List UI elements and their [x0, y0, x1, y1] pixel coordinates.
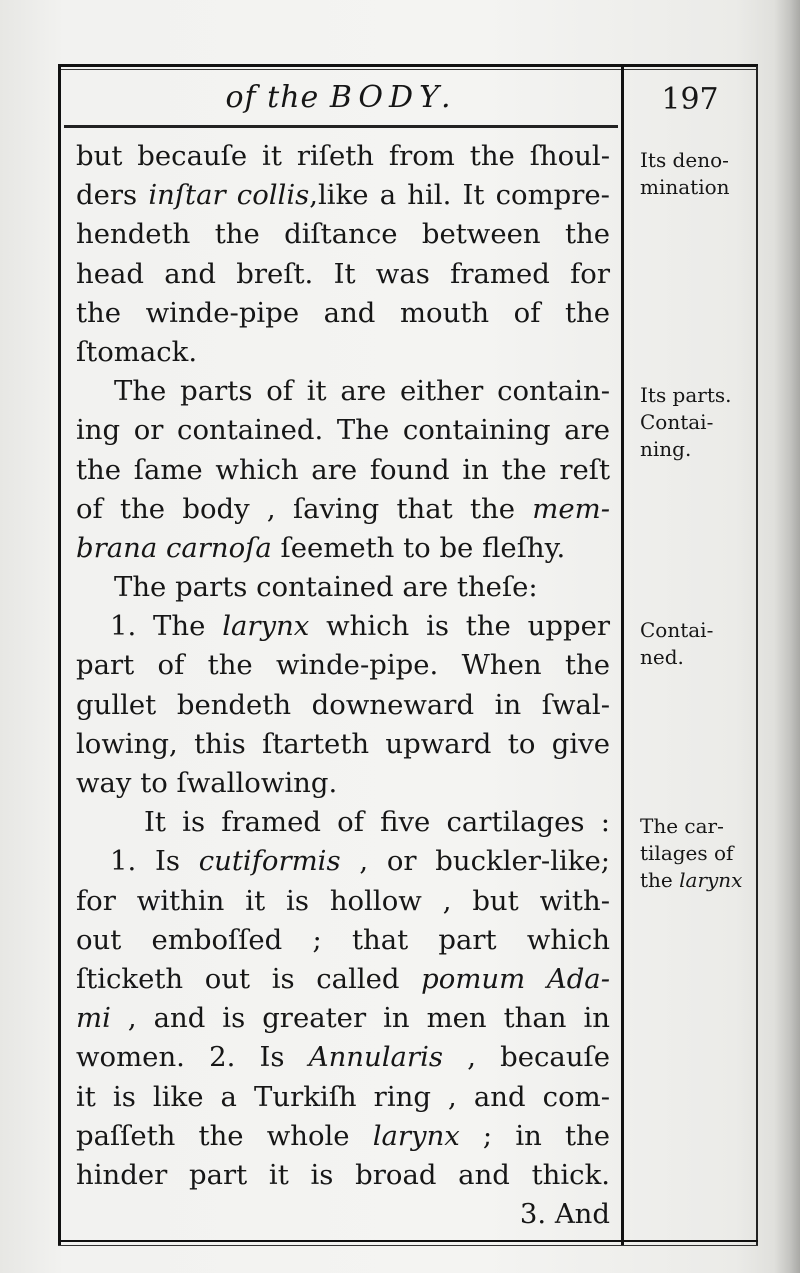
italic-text: inſtar collis	[148, 179, 310, 212]
text-segment: ; in the	[459, 1119, 610, 1152]
text-segment: the winde-pipe and mouth of the	[76, 296, 610, 329]
text-line	[76, 803, 610, 842]
text-segment: 1. Is	[110, 845, 199, 878]
frame-bottom-rule	[58, 1240, 758, 1242]
text-segment: 3. And	[519, 1198, 610, 1231]
text-line	[76, 1038, 610, 1077]
italic-text: mi	[76, 1002, 111, 1035]
frame-left-rule	[58, 64, 61, 1246]
margin-note-line	[640, 840, 756, 867]
text-segment: out emboſſed ; that part which	[76, 923, 610, 956]
margin-note-line	[640, 867, 756, 894]
text-line	[76, 960, 610, 999]
text-line	[76, 568, 610, 607]
frame-column-rule	[621, 64, 624, 1246]
text-segment: Contai-	[640, 618, 714, 643]
text-line	[76, 882, 610, 921]
text-line	[76, 999, 610, 1038]
text-line	[76, 490, 610, 529]
italic-text: brana carnoſa	[76, 531, 272, 564]
italic-text: larynx	[222, 610, 310, 643]
italic-text: Annularis	[308, 1041, 443, 1074]
text-segment: ſtomack.	[76, 335, 198, 368]
margin-note	[640, 147, 756, 201]
text-line	[76, 842, 610, 881]
text-segment: paſſeth the whole	[76, 1119, 373, 1152]
text-segment: 1. The	[110, 610, 223, 643]
text-segment: ,like a hil. It compre-	[309, 179, 610, 212]
running-head-prefix: of the	[225, 80, 320, 115]
text-line	[76, 764, 610, 803]
text-line	[76, 1156, 610, 1195]
text-line	[76, 333, 610, 372]
text-line	[76, 1078, 610, 1117]
italic-text: pomum Ada-	[421, 962, 610, 995]
text-segment: the ſame which are found in the reſt	[76, 453, 610, 486]
margin-note-line	[640, 174, 756, 201]
text-segment: , becauſe	[442, 1041, 610, 1074]
text-segment: ning.	[640, 437, 692, 462]
margin-note-line	[640, 617, 756, 644]
text-segment: mination	[640, 175, 730, 199]
text-line	[76, 176, 610, 215]
header-rule	[64, 125, 618, 128]
text-segment: ned.	[640, 645, 684, 670]
text-line	[76, 451, 610, 490]
text-segment: ſticketh out is called	[76, 962, 422, 995]
text-segment: head and breſt. It was framed for	[76, 257, 610, 290]
text-segment: tilages of	[640, 841, 734, 866]
frame-top-rule-inner	[58, 69, 758, 70]
text-segment: ing or contained. The containing are	[76, 414, 610, 447]
text-line	[76, 1195, 610, 1234]
frame-top-rule	[58, 64, 758, 67]
margin-note-line	[640, 644, 756, 671]
margin-note-line	[640, 436, 756, 463]
text-line	[76, 372, 610, 411]
frame-bottom-rule-inner	[58, 1245, 758, 1246]
text-segment: Its parts.	[640, 383, 732, 408]
text-segment: for within it is hollow , but with-	[76, 884, 610, 917]
text-line	[76, 137, 610, 176]
text-segment: The car-	[640, 814, 724, 839]
text-segment: The parts contained are theſe:	[114, 571, 538, 604]
text-segment: Contai-	[640, 410, 714, 435]
text-segment: women. 2. Is	[76, 1041, 309, 1074]
text-segment: Its deno-	[640, 148, 729, 172]
running-head-word: BODY.	[329, 80, 457, 115]
text-line	[76, 686, 610, 725]
text-line	[76, 725, 610, 764]
text-line	[76, 1117, 610, 1156]
text-segment: ſeemeth to be fleſhy.	[271, 531, 566, 564]
italic-text: larynx	[679, 868, 743, 893]
italic-text: larynx	[372, 1119, 460, 1152]
margin-note-line	[640, 382, 756, 409]
text-segment: lowing, this ſtarteth upward to give	[76, 727, 610, 760]
italic-text: mem-	[532, 492, 610, 525]
text-segment: the	[640, 868, 680, 893]
text-segment: but becauſe it riſeth from the ſhoul-	[76, 140, 610, 172]
text-segment: The parts of it are either contain-	[114, 375, 610, 408]
margin-note-line	[640, 813, 756, 840]
text-segment: hendeth the diſtance between the	[76, 218, 610, 251]
page-number: 197	[661, 82, 719, 117]
margin-note	[640, 813, 756, 894]
main-text-column	[76, 137, 610, 1234]
text-segment: which is the upper	[309, 610, 610, 643]
text-segment: ders	[76, 179, 149, 212]
italic-text: cutiformis	[198, 845, 341, 878]
text-segment: it is like a Turkiſh ring , and com-	[76, 1080, 610, 1113]
text-line	[76, 255, 610, 294]
text-line	[76, 607, 610, 646]
text-line	[76, 529, 610, 568]
text-line	[76, 411, 610, 450]
margin-note-line	[640, 147, 756, 174]
text-segment: gullet bendeth downeward in ſwal-	[76, 688, 610, 721]
text-segment: part of the winde-pipe. When the	[76, 649, 610, 682]
margin-note-line	[640, 409, 756, 436]
running-head	[64, 74, 618, 122]
margin-note	[640, 382, 756, 463]
frame-right-rule	[756, 66, 758, 1246]
text-segment: of the body , ſaving that the	[76, 492, 533, 525]
text-segment: way to ſwallowing.	[76, 767, 338, 799]
text-segment: , or buckler-like;	[340, 845, 610, 878]
text-line	[76, 921, 610, 960]
margin-note	[640, 617, 756, 671]
text-segment: , and is greater in men than in	[110, 1002, 610, 1035]
text-segment: It is framed of five cartilages :	[144, 806, 610, 839]
text-line	[76, 294, 610, 333]
text-line	[76, 215, 610, 254]
text-line	[76, 646, 610, 685]
text-segment: hinder part it is broad and thick.	[76, 1158, 610, 1191]
page-edge-shadow	[774, 0, 800, 1273]
